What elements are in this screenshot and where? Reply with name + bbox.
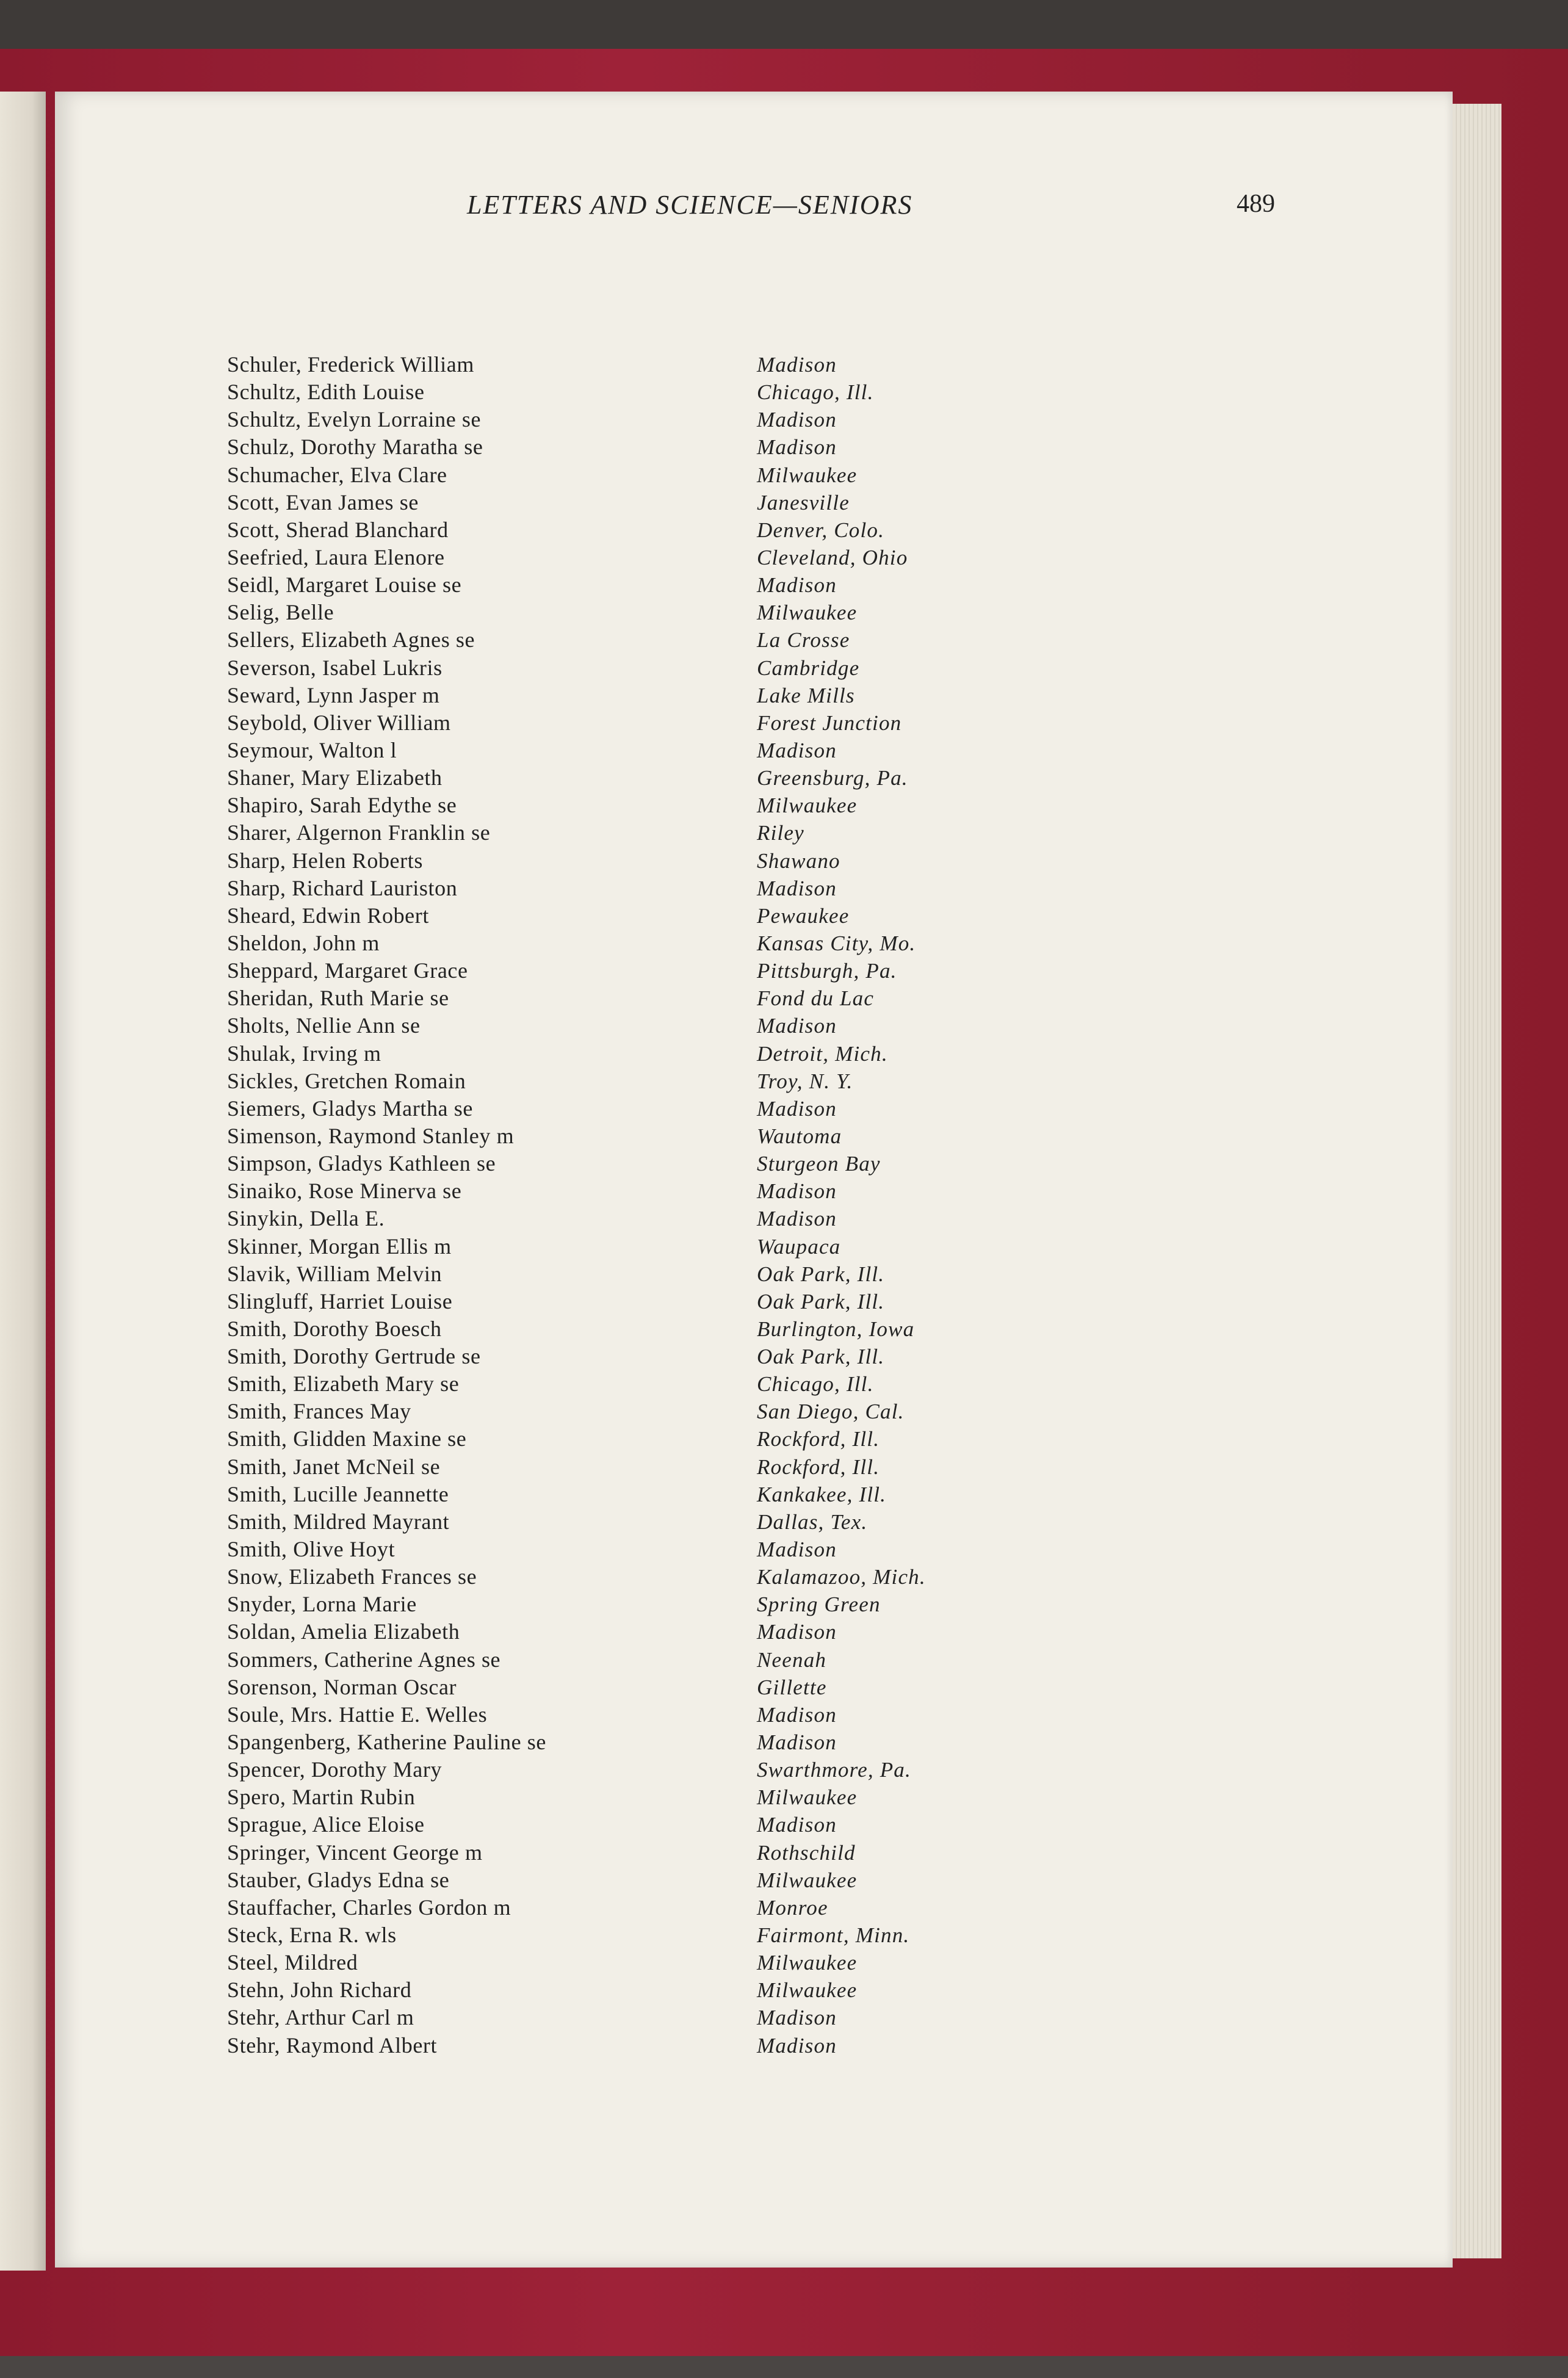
hometown: Rockford, Ill. — [757, 1427, 880, 1451]
hometown: Madison — [757, 1730, 837, 1755]
list-item — [227, 378, 1326, 406]
student-name: Steel, Mildred — [227, 1950, 358, 1975]
list-item — [227, 489, 1326, 516]
student-name: Spencer, Dorothy Mary — [227, 1757, 443, 1782]
student-name: Sheridan, Ruth Marie se — [227, 986, 449, 1011]
list-item — [227, 516, 1326, 544]
list-item — [227, 2004, 1326, 2031]
list-item — [227, 1701, 1326, 1729]
hometown: Milwaukee — [757, 1868, 858, 1892]
hometown: Neenah — [757, 1647, 827, 1672]
page-number: 489 — [1237, 190, 1275, 218]
list-item — [227, 461, 1326, 489]
hometown: Madison — [757, 1207, 837, 1231]
student-name: Seidl, Margaret Louise se — [227, 573, 462, 598]
hometown: Spring Green — [757, 1592, 881, 1617]
hometown: Fairmont, Minn. — [757, 1923, 910, 1948]
hometown: Madison — [757, 1538, 837, 1562]
hometown: Cambridge — [757, 656, 860, 680]
student-name: Shaner, Mary Elizabeth — [227, 765, 443, 790]
hometown: Madison — [757, 1702, 837, 1727]
page-header — [0, 189, 1568, 238]
student-name: Schuler, Frederick William — [227, 352, 474, 377]
list-item — [227, 930, 1326, 957]
hometown: Milwaukee — [757, 463, 858, 487]
list-item — [227, 1674, 1326, 1701]
list-item — [227, 1811, 1326, 1838]
student-name: Smith, Frances May — [227, 1399, 411, 1424]
list-item — [227, 1012, 1326, 1039]
student-name: Snow, Elizabeth Frances se — [227, 1564, 477, 1589]
page-edges — [1453, 104, 1501, 2258]
student-name: Spangenberg, Katherine Pauline se — [227, 1730, 546, 1755]
list-item — [227, 1233, 1326, 1260]
student-name: Shulak, Irving m — [227, 1041, 381, 1066]
list-item — [227, 1315, 1326, 1343]
hometown: Pittsburgh, Pa. — [757, 959, 897, 983]
hometown: Rothschild — [757, 1840, 856, 1865]
student-name: Schumacher, Elva Clare — [227, 462, 447, 487]
list-item — [227, 1508, 1326, 1536]
hometown: Madison — [757, 1620, 837, 1644]
list-item — [227, 1150, 1326, 1177]
hometown: Janesville — [757, 490, 850, 515]
student-list — [227, 351, 1326, 2059]
hometown: Milwaukee — [757, 1978, 858, 2003]
hometown: Chicago, Ill. — [757, 380, 874, 405]
student-name: Selig, Belle — [227, 600, 334, 625]
student-name: Seymour, Walton l — [227, 737, 397, 762]
list-item — [227, 1453, 1326, 1481]
hometown: Fond du Lac — [757, 986, 875, 1011]
hometown: Madison — [757, 1813, 837, 1837]
student-name: Smith, Janet McNeil se — [227, 1454, 441, 1479]
list-item — [227, 1398, 1326, 1425]
list-item — [227, 737, 1326, 764]
student-name: Scott, Evan James se — [227, 490, 419, 515]
list-item — [227, 433, 1326, 461]
left-page-edge — [0, 92, 46, 2271]
student-name: Slavik, William Melvin — [227, 1261, 443, 1286]
student-name: Sellers, Elizabeth Agnes se — [227, 627, 475, 652]
hometown: Riley — [757, 821, 804, 845]
student-name: Sheldon, John m — [227, 930, 380, 955]
list-item — [227, 1122, 1326, 1150]
hometown: Oak Park, Ill. — [757, 1289, 885, 1314]
student-name: Spero, Martin Rubin — [227, 1785, 416, 1810]
hometown: Swarthmore, Pa. — [757, 1758, 911, 1782]
student-name: Sheppard, Margaret Grace — [227, 958, 468, 983]
list-item — [227, 544, 1326, 571]
hometown: Madison — [757, 876, 837, 900]
hometown: Denver, Colo. — [757, 518, 885, 542]
hometown: Monroe — [757, 1895, 828, 1920]
hometown: Lake Mills — [757, 683, 855, 707]
hometown: Chicago, Ill. — [757, 1372, 874, 1397]
list-item — [227, 682, 1326, 709]
hometown: Dallas, Tex. — [757, 1509, 868, 1534]
student-name: Schulz, Dorothy Maratha se — [227, 435, 483, 460]
list-item — [227, 1095, 1326, 1122]
student-name: Stehr, Raymond Albert — [227, 2033, 438, 2058]
student-name: Smith, Mildred Mayrant — [227, 1509, 450, 1534]
hometown: Milwaukee — [757, 1951, 858, 1975]
list-item — [227, 1536, 1326, 1563]
student-name: Simenson, Raymond Stanley m — [227, 1123, 515, 1148]
hometown: Madison — [757, 1096, 837, 1121]
student-name: Slingluff, Harriet Louise — [227, 1288, 453, 1314]
list-item — [227, 1949, 1326, 1976]
student-name: Sommers, Catherine Agnes se — [227, 1647, 501, 1672]
student-name: Stauffacher, Charles Gordon m — [227, 1895, 511, 1920]
list-item — [227, 875, 1326, 902]
running-title: LETTERS AND SCIENCE—SENIORS — [467, 190, 913, 220]
hometown: Sturgeon Bay — [757, 1152, 881, 1176]
list-item — [227, 2032, 1326, 2059]
hometown: Wautoma — [757, 1124, 842, 1148]
student-name: Steck, Erna R. wls — [227, 1923, 397, 1948]
hometown: Rockford, Ill. — [757, 1455, 880, 1479]
hometown: Detroit, Mich. — [757, 1041, 888, 1066]
hometown: Pewaukee — [757, 903, 850, 928]
student-name: Snyder, Lorna Marie — [227, 1592, 417, 1617]
student-name: Stehr, Arthur Carl m — [227, 2005, 414, 2030]
list-item — [227, 1976, 1326, 2004]
student-name: Severson, Isabel Lukris — [227, 655, 443, 680]
list-item — [227, 1867, 1326, 1894]
hometown: Madison — [757, 573, 837, 598]
list-item — [227, 1040, 1326, 1068]
hometown: Madison — [757, 353, 837, 377]
list-item — [227, 1425, 1326, 1453]
hometown: San Diego, Cal. — [757, 1400, 905, 1424]
list-item — [227, 792, 1326, 819]
student-name: Sharer, Algernon Franklin se — [227, 820, 491, 845]
hometown: Milwaukee — [757, 793, 858, 818]
list-item — [227, 1343, 1326, 1370]
list-item — [227, 957, 1326, 985]
hometown: Troy, N. Y. — [757, 1069, 853, 1093]
student-name: Smith, Elizabeth Mary se — [227, 1372, 460, 1397]
student-name: Siemers, Gladys Martha se — [227, 1096, 473, 1121]
list-item — [227, 902, 1326, 930]
list-item — [227, 1481, 1326, 1508]
student-name: Sinykin, Della E. — [227, 1206, 385, 1231]
student-name: Sinaiko, Rose Minerva se — [227, 1179, 462, 1204]
list-item — [227, 1618, 1326, 1646]
list-item — [227, 1756, 1326, 1784]
student-name: Sharp, Helen Roberts — [227, 848, 423, 873]
student-name: Scott, Sherad Blanchard — [227, 517, 449, 542]
list-item — [227, 599, 1326, 626]
list-item — [227, 1646, 1326, 1674]
student-name: Sharp, Richard Lauriston — [227, 875, 458, 900]
hometown: Madison — [757, 2033, 837, 2058]
hometown: Milwaukee — [757, 601, 858, 625]
hometown: Burlington, Iowa — [757, 1317, 915, 1341]
student-name: Shapiro, Sarah Edythe se — [227, 793, 457, 818]
list-item — [227, 1729, 1326, 1756]
hometown: Cleveland, Ohio — [757, 545, 908, 569]
student-name: Seybold, Oliver William — [227, 710, 451, 735]
student-name: Stehn, John Richard — [227, 1978, 412, 2003]
list-item — [227, 1563, 1326, 1591]
list-item — [227, 1205, 1326, 1232]
list-item — [227, 654, 1326, 682]
student-name: Schultz, Edith Louise — [227, 380, 425, 405]
hometown: Kankakee, Ill. — [757, 1482, 887, 1506]
hometown: Madison — [757, 2006, 837, 2030]
student-name: Seward, Lynn Jasper m — [227, 682, 440, 707]
student-name: Schultz, Evelyn Lorraine se — [227, 407, 482, 432]
hometown: Oak Park, Ill. — [757, 1262, 885, 1286]
hometown: La Crosse — [757, 628, 850, 652]
list-item — [227, 1370, 1326, 1398]
list-item — [227, 1784, 1326, 1811]
student-name: Sprague, Alice Eloise — [227, 1812, 425, 1837]
hometown: Madison — [757, 738, 837, 762]
hometown: Madison — [757, 1179, 837, 1204]
student-name: Smith, Dorothy Gertrude se — [227, 1344, 481, 1369]
list-item — [227, 1260, 1326, 1288]
list-item — [227, 571, 1326, 599]
student-name: Soldan, Amelia Elizabeth — [227, 1619, 460, 1644]
student-name: Smith, Dorothy Boesch — [227, 1316, 442, 1341]
list-item — [227, 709, 1326, 737]
list-item — [227, 1591, 1326, 1618]
hometown: Forest Junction — [757, 710, 902, 735]
student-name: Stauber, Gladys Edna se — [227, 1867, 450, 1892]
student-name: Skinner, Morgan Ellis m — [227, 1234, 452, 1259]
list-item — [227, 1921, 1326, 1949]
hometown: Greensburg, Pa. — [757, 766, 908, 790]
list-item — [227, 819, 1326, 847]
list-item — [227, 985, 1326, 1012]
list-item — [227, 406, 1326, 433]
student-name: Seefried, Laura Elenore — [227, 544, 445, 569]
list-item — [227, 764, 1326, 792]
hometown: Madison — [757, 435, 837, 460]
hometown: Oak Park, Ill. — [757, 1345, 885, 1369]
student-name: Smith, Lucille Jeannette — [227, 1481, 449, 1506]
list-item — [227, 1068, 1326, 1095]
student-name: Sickles, Gretchen Romain — [227, 1068, 466, 1093]
hometown: Milwaukee — [757, 1785, 858, 1810]
list-item — [227, 351, 1326, 378]
list-item — [227, 1894, 1326, 1921]
hometown: Kalamazoo, Mich. — [757, 1565, 926, 1589]
list-item — [227, 1177, 1326, 1205]
hometown: Shawano — [757, 848, 840, 873]
list-item — [227, 847, 1326, 875]
list-item — [227, 1288, 1326, 1315]
student-name: Springer, Vincent George m — [227, 1840, 483, 1865]
student-name: Smith, Olive Hoyt — [227, 1537, 396, 1562]
student-name: Soule, Mrs. Hattie E. Welles — [227, 1702, 488, 1727]
list-item — [227, 626, 1326, 654]
student-name: Simpson, Gladys Kathleen se — [227, 1151, 496, 1176]
hometown: Gillette — [757, 1675, 827, 1699]
student-name: Sholts, Nellie Ann se — [227, 1013, 421, 1038]
student-name: Smith, Glidden Maxine se — [227, 1426, 467, 1451]
student-name: Sorenson, Norman Oscar — [227, 1674, 457, 1699]
hometown: Waupaca — [757, 1234, 841, 1259]
hometown: Madison — [757, 1014, 837, 1038]
hometown: Kansas City, Mo. — [757, 931, 916, 955]
list-item — [227, 1839, 1326, 1867]
hometown: Madison — [757, 408, 837, 432]
student-name: Sheard, Edwin Robert — [227, 903, 429, 928]
